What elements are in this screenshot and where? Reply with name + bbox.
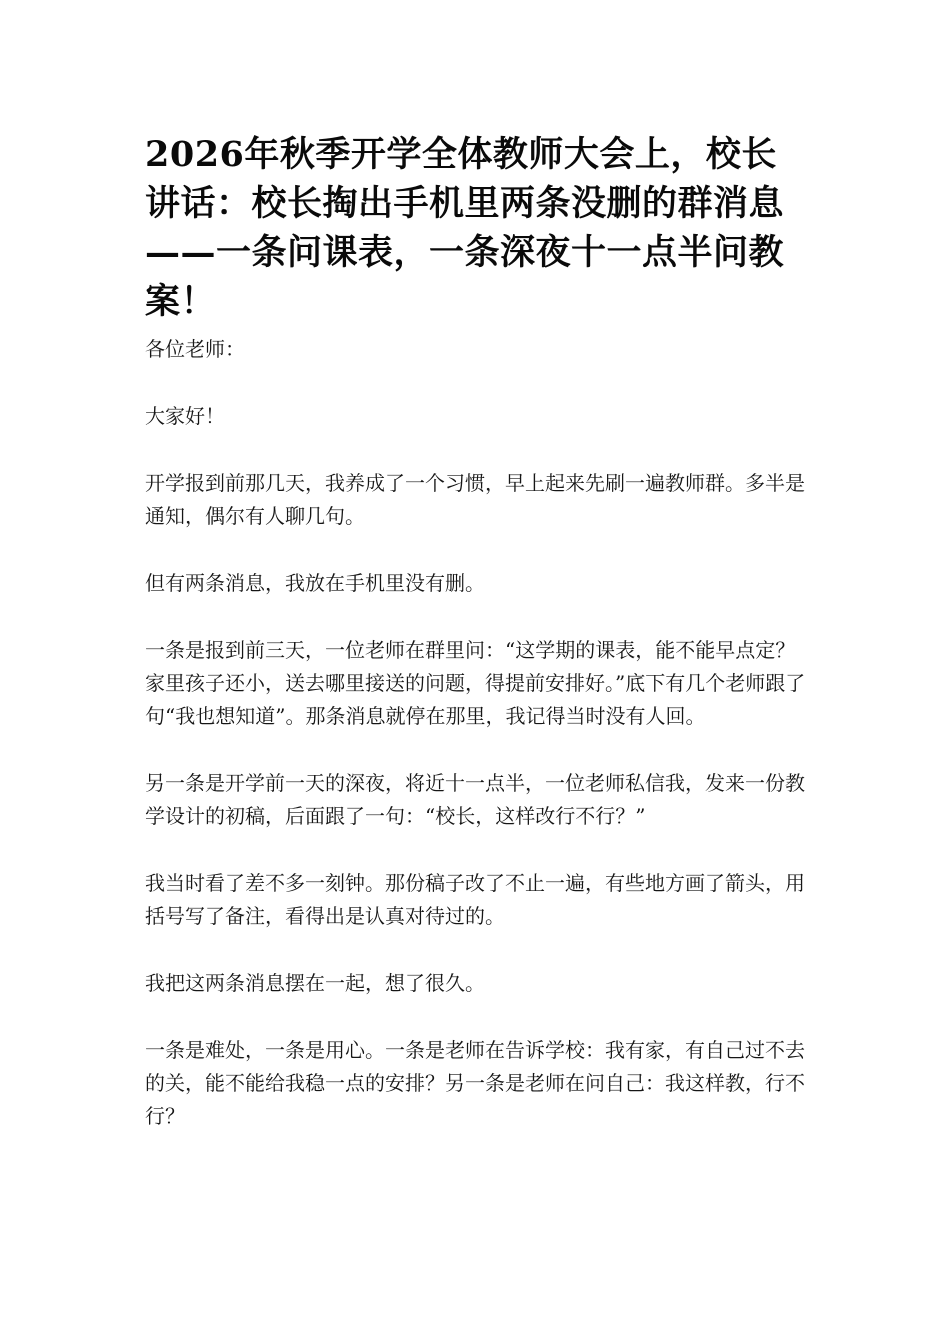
paragraph: 一条是报到前三天，一位老师在群里问：“这学期的课表，能不能早点定？家里孩子还小，送去哪里接送的问题，得提前安排好。”底下有几个老师跟了句“我也想知道”。那条消息就停在那里，我记得当时没有人回。 (145, 638, 806, 728)
document-body (145, 333, 810, 1167)
paragraph-greeting: 各位老师： (145, 337, 245, 361)
paragraph: 我把这两条消息摆在一起，想了很久。 (145, 971, 485, 995)
paragraph: 但有两条消息，我放在手机里没有删。 (145, 571, 485, 595)
paragraph-hello: 大家好！ (145, 404, 225, 428)
document-title: 2026年秋季开学全体教师大会上，校长讲话：校长掏出手机里两条没删的群消息——一条问课表，一条深夜十一点半问教案！ (145, 134, 785, 322)
paragraph: 开学报到前那几天，我养成了一个习惯，早上起来先刷一遍教师群。多半是通知，偶尔有人聊几句。 (145, 471, 805, 528)
paragraph: 一条是难处，一条是用心。一条是老师在告诉学校：我有家，有自己过不去的关，能不能给我稳一点的安排？另一条是老师在问自己：我这样教，行不行？ (145, 1038, 805, 1128)
paragraph: 另一条是开学前一天的深夜，将近十一点半，一位老师私信我，发来一份教学设计的初稿，后面跟了一句：“校长，这样改行不行？” (145, 771, 805, 828)
paragraph: 我当时看了差不多一刻钟。那份稿子改了不止一遍，有些地方画了箭头，用括号写了备注，看得出是认真对待过的。 (145, 871, 805, 928)
